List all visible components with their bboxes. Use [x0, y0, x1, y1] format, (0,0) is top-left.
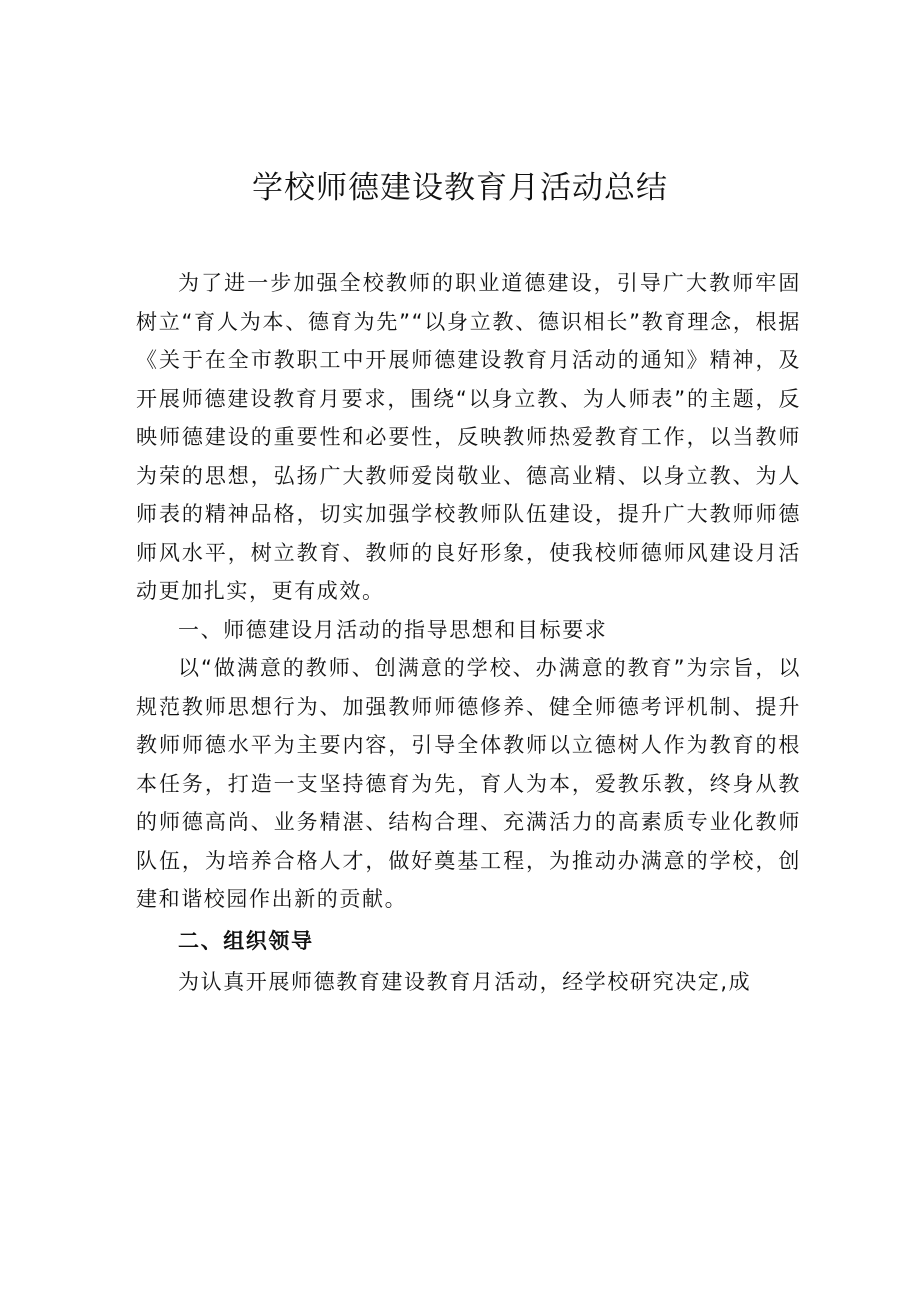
guiding-principles-paragraph: 以“做满意的教师、创满意的学校、办满意的教育”为宗旨，以规范教师思想行为、加强教师师德修养、健全师德考评机制、提升教师师德水平为主要内容，引导全体教师以立德树人作为教育的根本任务，打造一支坚持德育为先，育人为本，爱教乐教，终身从教的师德高尚、业务精湛、结构合理、充满活力的高素质专业化教师队伍，为培养合格人才，做好奠基工程，为推动办满意的学校，创建和谐校园作出新的贡献。	[136, 656, 801, 911]
organization-paragraph: 为认真开展师德教育建设教育月活动，经学校研究决定,成	[178, 969, 752, 994]
document-title: 学校师德建设教育月活动总结	[252, 170, 668, 206]
intro-paragraph: 为了进一步加强全校教师的职业道德建设，引导广大教师牢固树立“育人为本、德育为先”“以身立教、德识相长”教育理念，根据《关于在全市教职工中开展师德建设教育月活动的通知》精神，及开展师德建设教育月要求，围绕“以身立教、为人师表”的主题，反映师德建设的重要性和必要性，反映教师热爱教育工作，以当教师为荣的思想，弘扬广大教师爱岗敬业、德高业精、以身立教、为人师表的精神品格，切实加强学校教师队伍建设，提升广大教师师德师风水平，树立教育、教师的良好形象，使我校师德师风建设月活动更加扎实，更有成效。	[136, 271, 801, 603]
section-heading-1: 一、师德建设月活动的指导思想和目标要求	[178, 617, 608, 642]
section-heading-2: 二、组织领导	[178, 928, 314, 953]
document-body	[136, 264, 801, 1001]
